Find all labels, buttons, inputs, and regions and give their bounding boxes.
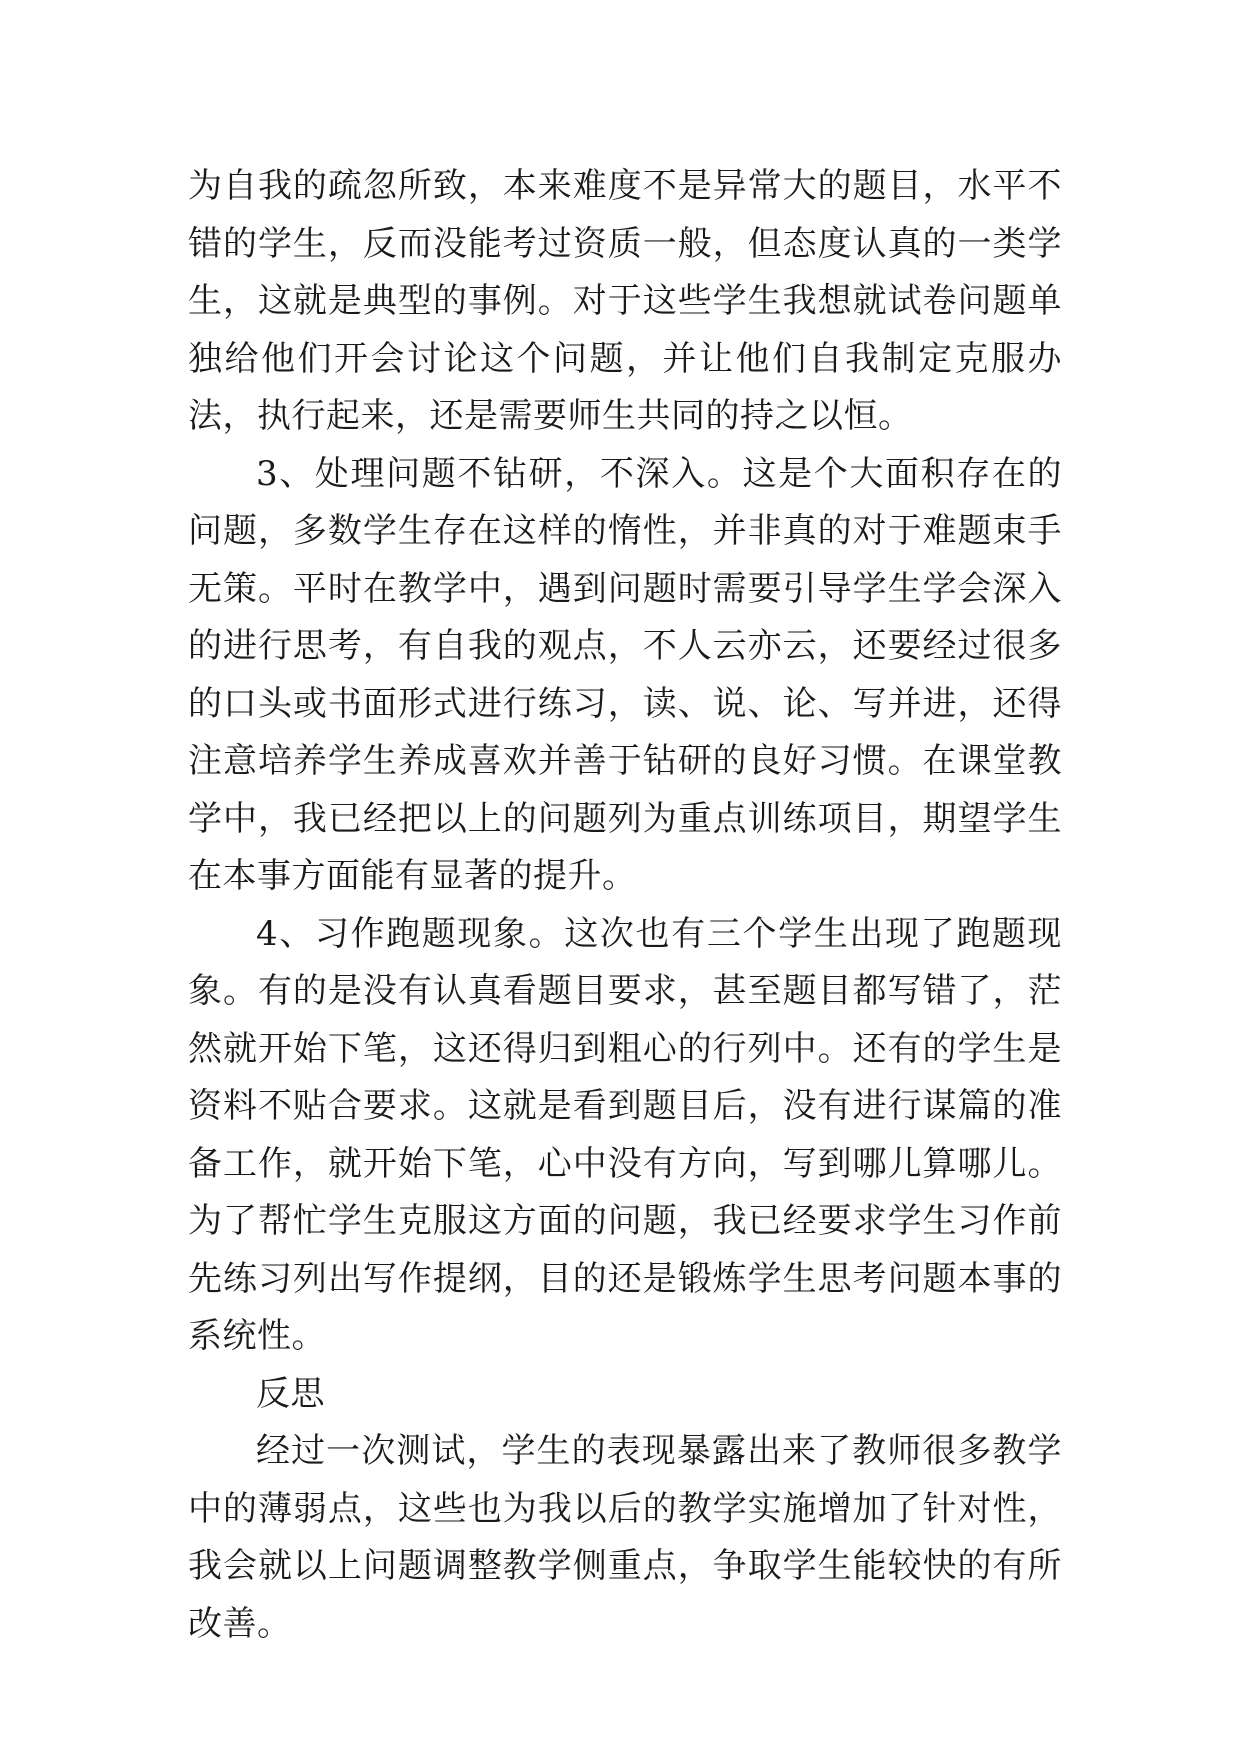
section-heading-reflection: 反思 [256,1373,325,1414]
paragraph-point-3: 3、处理问题不钻研，不深入。这是个大面积存在的问题，多数学生存在这样的惰性，并非真的对于难题束手无策。平时在教学中，遇到问题时需要引导学生学会深入的进行思考，有自我的观点，不人云亦云，还要经过很多的口头或书面形式进行练习，读、说、论、写并进，还得注意培养学生养成喜欢并善于钻研的良好习惯。在课堂教学中，我已经把以上的问题列为重点训练项目，期望学生在本事方面能有显著的提升。 [188,453,1062,896]
paragraph-continuation: 为自我的疏忽所致，本来难度不是异常大的题目，水平不错的学生，反而没能考过资质一般，但态度认真的一类学生，这就是典型的事例。对于这些学生我想就试卷问题单独给他们开会讨论这个问题，并让他们自我制定克服办法，执行起来，还是需要师生共同的持之以恒。 [188,166,1062,436]
paragraph-reflection: 经过一次测试，学生的表现暴露出来了教师很多教学中的薄弱点，这些也为我以后的教学实施增加了针对性，我会就以上问题调整教学侧重点，争取学生能较快的有所改善。 [188,1431,1062,1644]
paragraph-point-4: 4、习作跑题现象。这次也有三个学生出现了跑题现象。有的是没有认真看题目要求，甚至题目都写错了，茫然就开始下笔，这还得归到粗心的行列中。还有的学生是资料不贴合要求。这就是看到题目后，没有进行谋篇的准备工作，就开始下笔，心中没有方向，写到哪儿算哪儿。为了帮忙学生克服这方面的问题，我已经要求学生习作前先练习列出写作提纲，目的还是锻炼学生思考问题本事的系统性。 [188,913,1062,1356]
document-body [188,158,1062,1653]
